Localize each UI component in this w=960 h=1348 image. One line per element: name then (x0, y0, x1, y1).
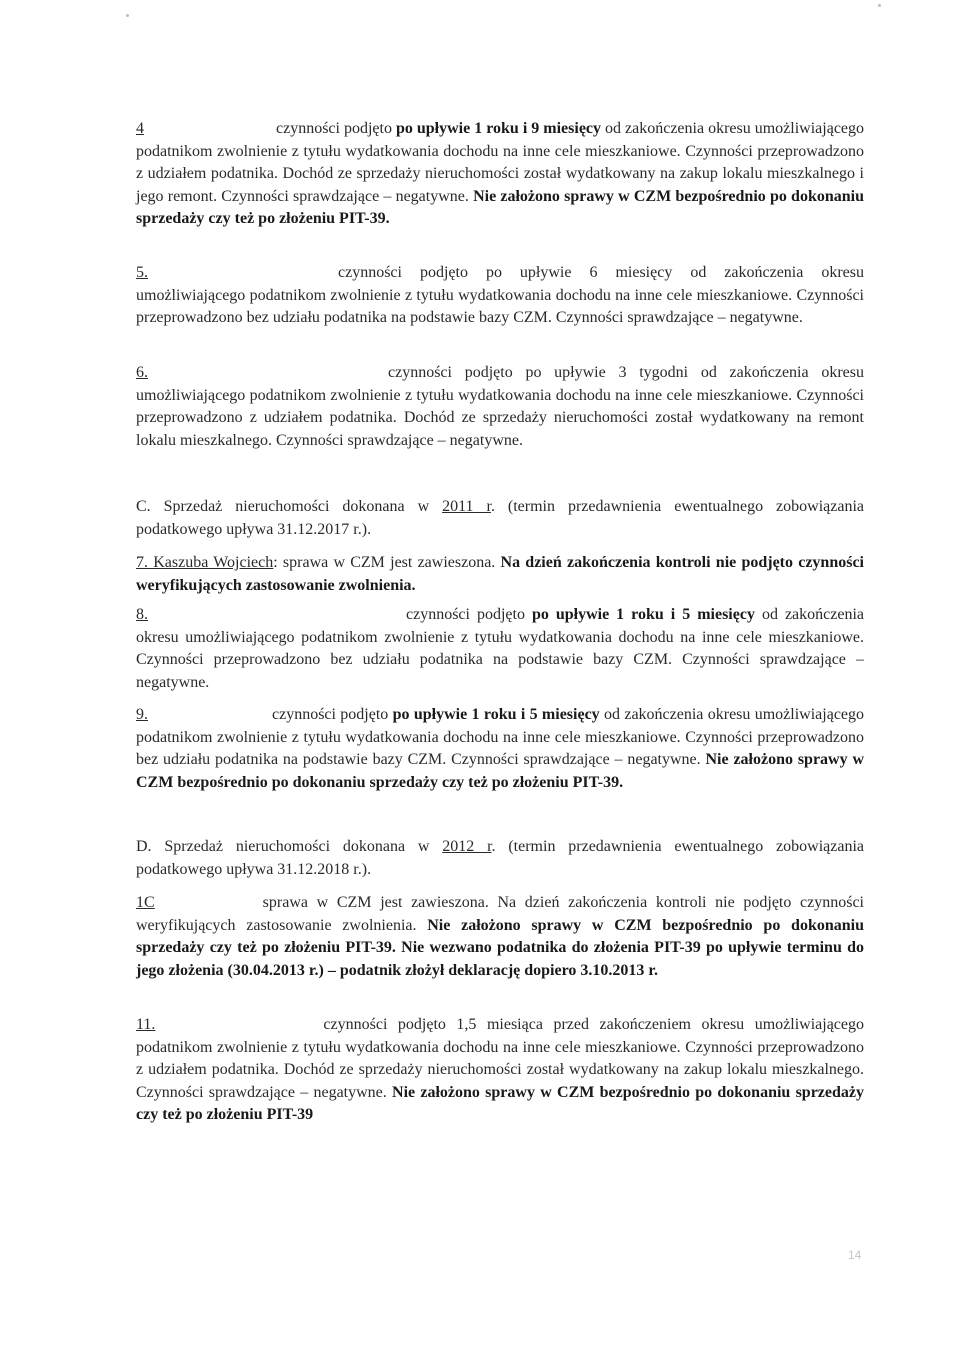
paragraph-text: : sprawa w CZM jest zawieszona. (273, 554, 501, 571)
paragraph-text: od zakończenia okresu umożliwiającego podatnikom zwolnienie z tytułu wydatkowania dochodu na inne cele mieszkaniowe. Czynności przeprowadzono bez udziału podatnika na podstawie bazy CZM. Czynności sprawdzające – negatywne. (136, 706, 865, 768)
paragraph-item-4 (136, 118, 864, 231)
paragraph-bold-text: Nie założono sprawy w CZM bezpośrednio po dokonaniu sprzedaży czy też po złożeniu PIT-39. (136, 187, 864, 227)
item-number: 7. Kaszuba Wojciech (136, 554, 274, 571)
paragraph-text: czynności podjęto (406, 606, 532, 623)
section-text: . (termin przedawnienia ewentualnego zobowiązania podatkowego upływa 31.12.2018 r.). (136, 838, 864, 878)
sale-year: 2012 r (442, 838, 492, 855)
paragraph-bold-text: Na dzień zakończenia kontroli nie podjęto czynności weryfikujących zastosowanie zwolnienia. (136, 554, 865, 594)
paragraph-text: czynności podjęto (272, 706, 393, 723)
paragraph-bold-text: po upływie 1 roku i 5 miesięcy (531, 606, 755, 623)
paragraph-bold-text: Nie założono sprawy w CZM bezpośrednio po dokonaniu sprzedaży czy też po złożeniu PIT-39 (136, 1083, 865, 1123)
paragraph-item-6 (136, 362, 864, 452)
paragraph-bold-text: Nie założono sprawy w CZM bezpośrednio po dokonaniu sprzedaży czy też po złożeniu PIT-39. (136, 751, 865, 791)
section-d-heading (136, 836, 864, 881)
scan-speck (126, 14, 129, 17)
paragraph-text: czynności podjęto po upływie 6 miesięcy od zakończenia okresu umożliwiającego podatnikom zwolnienie z tytułu wydatkowania dochodu na inne cele mieszkaniowe. Czynności przeprowadzono bez udziału podatnika na podstawie bazy CZM. Czynności sprawdzające – negatywne. (136, 264, 864, 326)
item-number: 4 (136, 120, 144, 137)
section-text: . (termin przedawnienia ewentualnego zobowiązania podatkowego upływa 31.12.2017 r.). (136, 498, 864, 538)
paragraph-text: czynności podjęto (276, 120, 396, 137)
item-number: 11. (136, 1016, 156, 1033)
item-number: 5. (136, 264, 148, 281)
paragraph-item-9 (136, 704, 864, 794)
page-number: 14 (848, 1248, 862, 1262)
section-c-heading (136, 496, 864, 541)
paragraph-text: czynności podjęto po upływie 3 tygodni od zakończenia okresu umożliwiającego podatnikom zwolnienie z tytułu wydatkowania dochodu na inne cele mieszkaniowe. Czynności przeprowadzono z udziałem podatnika. Dochód ze sprzedaży nieruchomości został wydatkowany na remont lokalu mieszkalnego. Czynności sprawdzające – negatywne. (136, 364, 864, 449)
paragraph-text: czynności podjęto 1,5 miesiąca przed zakończeniem okresu umożliwiającego podatnikom zwolnienie z tytułu wydatkowania dochodu na inne cele mieszkaniowe. Czynności przeprowadzono z udziałem podatnika. Dochód ze sprzedaży nieruchomości został wydatkowany na zakup lokalu mieszkalnego. Czynności sprawdzające – negatywne. (136, 1016, 864, 1101)
paragraph-text: sprawa w CZM jest zawieszona. Na dzień zakończenia kontroli nie podjęto czynności weryfikujących zastosowanie zwolnienia. (136, 894, 864, 934)
section-text: C. Sprzedaż nieruchomości dokonana w (136, 498, 443, 515)
item-number: 1C (136, 894, 155, 911)
item-number: 8. (136, 606, 148, 623)
paragraph-text: od zakończenia okresu umożliwiającego podatnikom zwolnienie z tytułu wydatkowania dochodu na inne cele mieszkaniowe. Czynności przeprowadzono bez udziału podatnika na podstawie bazy CZM. Czynności sprawdzające – negatywne. (136, 606, 864, 691)
paragraph-item-5 (136, 262, 864, 330)
item-number: 9. (136, 706, 148, 723)
paragraph-bold-text: Nie założono sprawy w CZM bezpośrednio po dokonaniu sprzedaży czy też po złożeniu PIT-39. Nie wezwano podatnika do złożenia PIT-39 po upływie terminu do jego złożenia (30.04.2013 r.) – podatnik złożył deklarację dopiero 3.10.2013 r. (136, 916, 864, 979)
sale-year: 2011 r (442, 498, 491, 515)
paragraph-item-10 (136, 892, 864, 982)
paragraph-item-8 (136, 604, 864, 694)
paragraph-text: od zakończenia okresu umożliwiającego podatnikom zwolnienie z tytułu wydatkowania dochodu na inne cele mieszkaniowe. Czynności przeprowadzono z udziałem podatnika. Dochód ze sprzedaży nieruchomości został wydatkowany na zakup lokalu mieszkalnego i jego remont. Czynności sprawdzające – negatywne. (136, 120, 865, 205)
item-number: 6. (136, 364, 148, 381)
paragraph-bold-text: po upływie 1 roku i 5 miesięcy (392, 706, 600, 723)
section-text: D. Sprzedaż nieruchomości dokonana w (136, 838, 443, 855)
paragraph-item-11 (136, 1014, 864, 1127)
paragraph-item-7 (136, 552, 864, 597)
scan-speck (878, 4, 881, 7)
paragraph-bold-text: po upływie 1 roku i 9 miesięcy (395, 120, 602, 137)
